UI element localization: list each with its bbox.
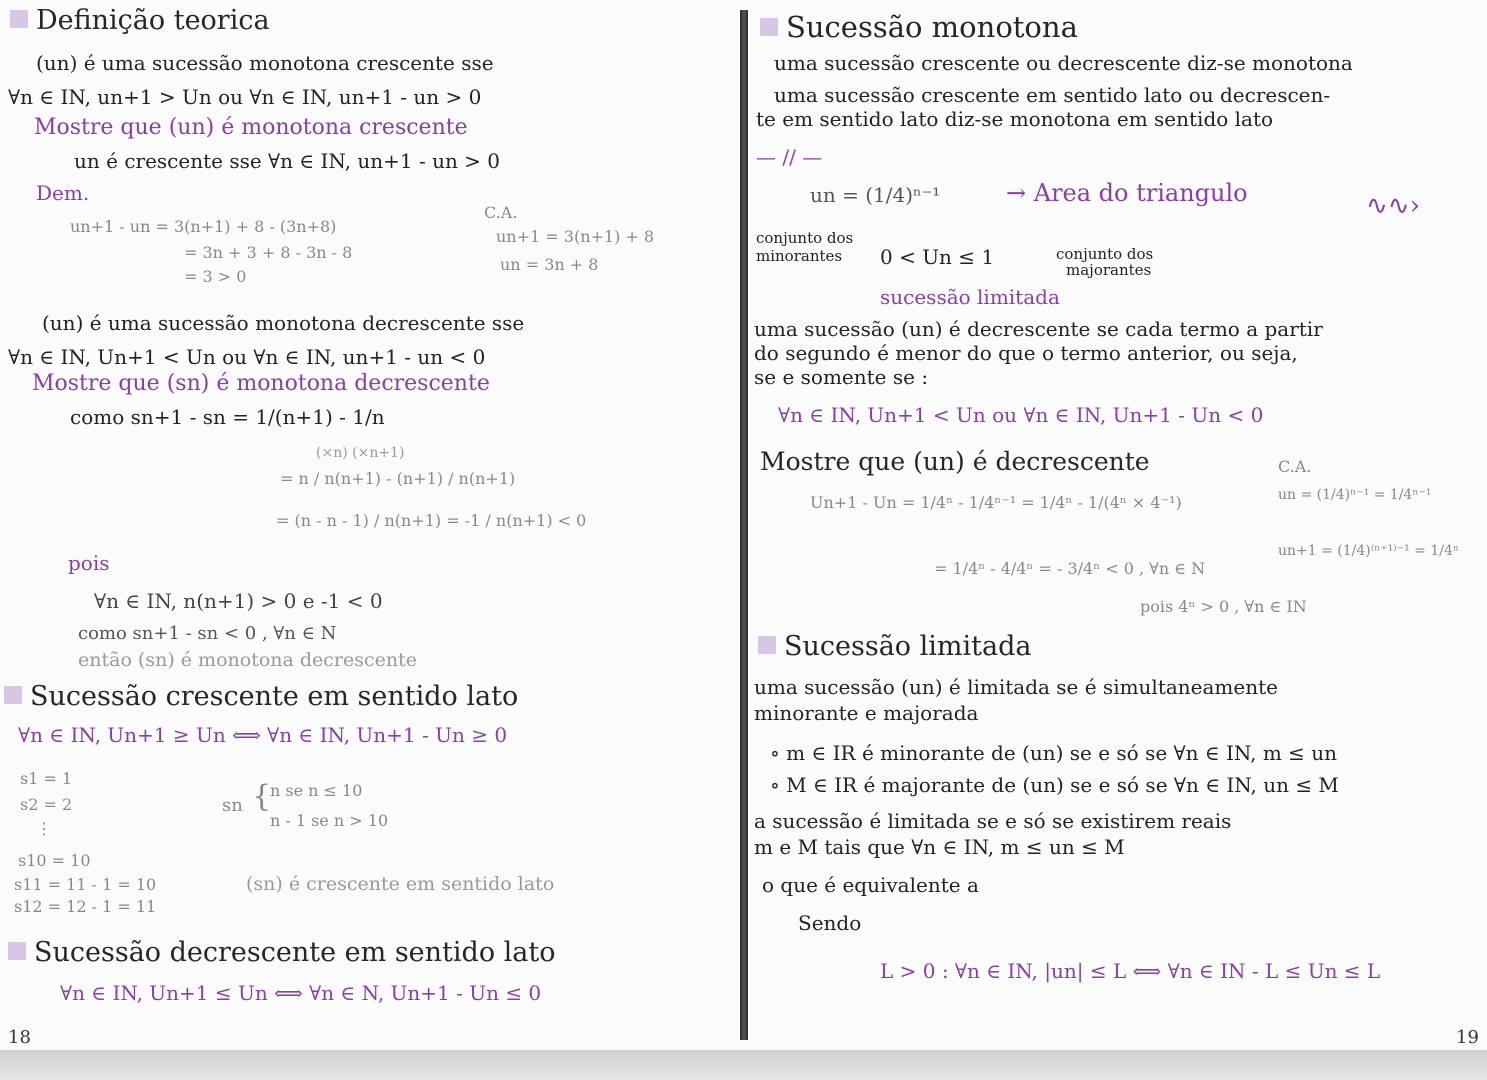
seq-s12: s12 = 12 - 1 = 11: [14, 897, 157, 916]
sendo-label: Sendo: [798, 911, 862, 935]
decrescente-definition-line-1: (un) é uma sucessão monotona decrescente sse: [42, 311, 525, 335]
heading-sucessao-monotona: Sucessão monotona: [760, 12, 1078, 44]
bullet-square-icon: [10, 10, 28, 28]
heading-definicao-teorica: Definição teorica: [10, 6, 270, 36]
entao-line: então (sn) é monotona decrescente: [78, 649, 417, 671]
pois-label: pois: [68, 551, 110, 575]
seq-s1: s1 = 1: [20, 769, 73, 788]
monotona-bullet-2b: te em sentido lato diz-se monotona em sentido lato: [756, 107, 1274, 131]
crescente-lato-conclusion: (sn) é crescente em sentido lato: [246, 873, 555, 895]
minorantes-label-2: minorantes: [756, 247, 843, 265]
ca-left-line-1: un+1 = 3(n+1) + 8: [496, 227, 655, 246]
right-page: [748, 0, 1487, 1050]
decrescente-def-line-2: do segundo é menor do que o termo anterior, ou seja,: [754, 341, 1298, 365]
ca-label-left: C.A.: [484, 203, 518, 222]
limitada-final-condition: L > 0 : ∀n ∈ IN, |un| ≤ L ⟺ ∀n ∈ IN - L ≤ Un ≤ L: [880, 959, 1381, 983]
exercise-crescente-title: Mostre que (un) é monotona crescente: [34, 115, 468, 140]
bullet-square-icon: [758, 636, 776, 654]
heading-decrescente-lato: Sucessão decrescente em sentido lato: [8, 938, 556, 968]
heading-crescente-lato: Sucessão crescente em sentido lato: [4, 682, 518, 712]
minorantes-label-1: conjunto dos: [756, 229, 854, 247]
left-page: [0, 0, 740, 1050]
exercise-decrescente-title: Mostre que (sn) é monotona decrescente: [32, 371, 490, 396]
majorantes-label-2: majorantes: [1066, 261, 1152, 279]
majorantes-label-1: conjunto dos: [1056, 245, 1154, 263]
limitada-minorante: ∘ m ∈ IR é minorante de (un) se e só se ∀n ∈ IN, m ≤ un: [770, 741, 1338, 765]
ca-right-line-2: un+1 = (1/4)⁽ⁿ⁺¹⁾⁻¹ = 1/4ⁿ: [1278, 543, 1459, 559]
bullet-square-icon: [8, 942, 26, 960]
arrow-area-triangulo: → Area do triangulo: [1006, 179, 1248, 207]
demonstration-label: Dem.: [36, 181, 90, 205]
separator: — // —: [756, 145, 823, 169]
squiggle-arrow-icon: ∿∿›: [1366, 191, 1420, 221]
crescente-calc-line-3: = 3 > 0: [184, 267, 247, 286]
decrescente-calc-line-3: = (n - n - 1) / n(n+1) = -1 / n(n+1) < 0: [276, 511, 587, 530]
page-bottom-shadow: [0, 1050, 1487, 1080]
decrescente-definition-line-2: ∀n ∈ IN, Un+1 < Un ou ∀n ∈ IN, un+1 - un < 0: [8, 345, 486, 369]
piecewise-case-2: n - 1 se n > 10: [270, 811, 389, 830]
piecewise-case-1: n se n ≤ 10: [270, 781, 363, 800]
decrescente-calc-2: = 1/4ⁿ - 4/4ⁿ = - 3/4ⁿ < 0 , ∀n ∈ N: [934, 559, 1206, 578]
seq-s11: s11 = 11 - 1 = 10: [14, 875, 157, 894]
decrescente-lato-definition: ∀n ∈ IN, Un+1 ≤ Un ⟺ ∀n ∈ N, Un+1 - Un ≤ 0: [60, 981, 542, 1005]
monotona-bullet-1: uma sucessão crescente ou decrescente diz-se monotona: [774, 51, 1353, 75]
ca-label-right: C.A.: [1278, 457, 1312, 476]
page-number-left: 18: [8, 1027, 31, 1048]
limitada-equivalente: o que é equivalente a: [762, 873, 979, 897]
un-formula: un = (1/4)ⁿ⁻¹: [810, 183, 941, 207]
notebook-binding: [740, 10, 748, 1040]
bound-expression: 0 < Un ≤ 1: [880, 245, 995, 269]
ca-left-line-2: un = 3n + 8: [500, 255, 599, 274]
decrescente-def-line-4: ∀n ∈ IN, Un+1 < Un ou ∀n ∈ IN, Un+1 - Un < 0: [778, 403, 1264, 427]
monotona-bullet-2a: uma sucessão crescente em sentido lato ou decrescen-: [774, 83, 1331, 107]
limitada-line-5: a sucessão é limitada se e só se existirem reais: [754, 809, 1232, 833]
decrescente-calc-1: Un+1 - Un = 1/4ⁿ - 1/4ⁿ⁻¹ = 1/4ⁿ - 1/(4ⁿ × 4⁻¹): [810, 493, 1182, 512]
limitada-line-1: uma sucessão (un) é limitada se é simultaneamente: [754, 675, 1278, 699]
crescente-definition-line-1: (un) é uma sucessão monotona crescente sse: [36, 51, 494, 75]
seq-dots: ⋮: [36, 819, 52, 838]
decrescente-def-line-1: uma sucessão (un) é decrescente se cada termo a partir: [754, 317, 1323, 341]
piecewise-sn: sn: [222, 795, 243, 816]
limitada-majorante: ∘ M ∈ IR é majorante de (un) se e só se ∀n ∈ IN, un ≤ M: [770, 773, 1339, 797]
decrescente-def-line-3: se e somente se :: [754, 365, 929, 389]
exercise-decrescente-title: Mostre que (un) é decrescente: [760, 447, 1150, 476]
pois-line: ∀n ∈ IN, n(n+1) > 0 e -1 < 0: [94, 589, 383, 613]
como-line: como sn+1 - sn < 0 , ∀n ∈ N: [78, 623, 337, 644]
ca-right-line-1: un = (1/4)ⁿ⁻¹ = 1/4ⁿ⁻¹: [1278, 487, 1432, 503]
heading-sucessao-limitada: Sucessão limitada: [758, 632, 1031, 662]
crescente-calc-line-2: = 3n + 3 + 8 - 3n - 8: [184, 243, 353, 262]
limitada-line-6: m e M tais que ∀n ∈ IN, m ≤ un ≤ M: [754, 835, 1125, 859]
crescente-lato-definition: ∀n ∈ IN, Un+1 ≥ Un ⟺ ∀n ∈ IN, Un+1 - Un ≥ 0: [18, 723, 508, 747]
crescente-definition-line-2: ∀n ∈ IN, un+1 > Un ou ∀n ∈ IN, un+1 - un > 0: [8, 85, 482, 109]
seq-s10: s10 = 10: [18, 851, 91, 870]
seq-s2: s2 = 2: [20, 795, 73, 814]
sucessao-limitada-label: sucessão limitada: [880, 285, 1060, 309]
bullet-square-icon: [760, 18, 778, 36]
limitada-line-2: minorante e majorada: [754, 701, 979, 725]
decrescente-calc-pois: pois 4ⁿ > 0 , ∀n ∈ IN: [1140, 597, 1307, 616]
bullet-square-icon: [4, 686, 22, 704]
decrescente-calc-line-1: como sn+1 - sn = 1/(n+1) - 1/n: [70, 405, 385, 429]
decrescente-multipliers: (×n) (×n+1): [316, 445, 405, 461]
decrescente-calc-line-2: = n / n(n+1) - (n+1) / n(n+1): [280, 469, 516, 488]
crescente-claim: un é crescente sse ∀n ∈ IN, un+1 - un > 0: [74, 149, 501, 173]
piecewise-brace: {: [252, 779, 272, 814]
page-number-right: 19: [1456, 1027, 1479, 1048]
crescente-calc-line-1: un+1 - un = 3(n+1) + 8 - (3n+8): [70, 217, 337, 236]
